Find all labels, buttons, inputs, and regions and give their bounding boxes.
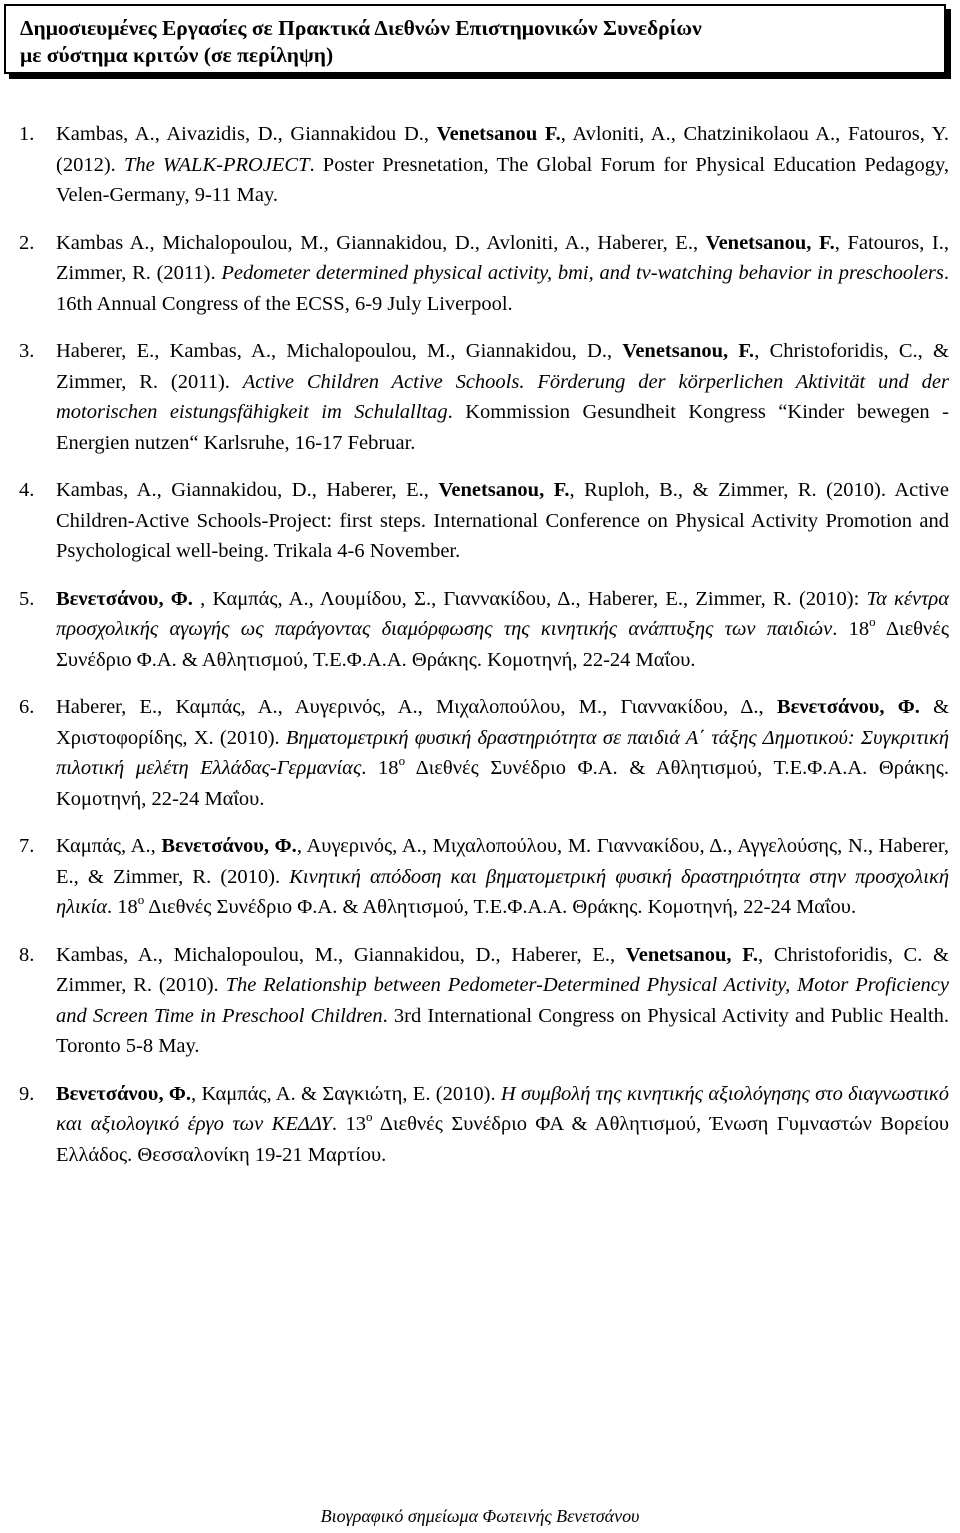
- author-highlight: Venetsanou, F.: [438, 479, 570, 501]
- citation-text: , Avloniti, A., Chatzinikolaou A., Fatouros, Y. (2012).: [56, 123, 949, 176]
- publication-citation: [56, 475, 949, 567]
- publication-entry: [0, 228, 960, 320]
- section-header-box: [4, 4, 946, 74]
- author-highlight: Venetsanou, F.: [625, 943, 759, 966]
- publication-title: The WALK-PROJECT: [123, 153, 310, 176]
- citation-text: . 18: [361, 757, 399, 779]
- citation-text: . 3rd International Congress on Physical Activity and Public Health. Toronto 5-8 May.: [56, 1004, 949, 1057]
- publication-title: Η συμβολή της κινητικής αξιολόγησης στο διαγνωστικό και αξιολογικό έργο των ΚΕΔΔΥ: [56, 1082, 950, 1135]
- citation-text: Kambas, A., Michalopoulou, M., Giannakidou, D., Haberer, E.,: [56, 943, 626, 966]
- citation-text: Haberer, E., Kambas, A., Michalopoulou, M., Giannakidou, D.,: [56, 340, 623, 362]
- author-highlight: Venetsanou, F.: [705, 231, 835, 254]
- publication-entry: [0, 475, 960, 567]
- citation-text: Διεθνές Συνέδριο Φ.Α. & Αθλητισμού, Τ.Ε.Φ.Α.Α. Θράκης. Κομοτηνή, 22-24 Μαΐου.: [56, 618, 949, 671]
- publication-citation: [56, 119, 949, 211]
- citation-text: Haberer, E., Καμπάς, Α., Αυγερινός, Α., Μιχαλοπούλου, Μ., Γιαννακίδου, Δ.,: [56, 696, 777, 718]
- publication-citation: [56, 584, 949, 676]
- citation-text: . 13: [331, 1113, 366, 1135]
- publication-entry: [0, 119, 960, 211]
- citation-text: Καμπάς, Α.,: [56, 835, 162, 857]
- publication-entry: [0, 692, 960, 814]
- author-highlight: Βενετσάνου, Φ.: [776, 696, 920, 718]
- publication-entry: [0, 336, 960, 458]
- publication-title: The Relationship between Pedometer-Determined Physical Activity, Motor Proficiency and Screen Time in Preschool Children: [56, 974, 949, 1027]
- citation-text: . 18: [832, 618, 870, 640]
- section-title: [20, 15, 934, 69]
- citation-text: . Poster Presnetation, The Global Forum for Physical Education Pedagogy, Velen-Germany, 9-11 May.: [56, 153, 949, 206]
- citation-text: Διεθνές Συνέδριο Φ.Α. & Αθλητισμού, Τ.Ε.Φ.Α.Α. Θράκης. Κομοτηνή, 22-24 Μαΐου.: [144, 896, 857, 918]
- publication-entry: [0, 1079, 960, 1171]
- publication-number: 7.: [19, 835, 35, 857]
- author-highlight: Βενετσάνου, Φ.: [56, 587, 193, 610]
- publication-number: 8.: [19, 943, 35, 966]
- publication-title: Τα κέντρα προσχολικής αγωγής ως παράγοντας διαμόρφωσης της κινητικής ανάπτυξης των παιδιών: [56, 587, 950, 640]
- page-footer: Βιογραφικό σημείωμα Φωτεινής Βενετσάνου: [320, 1506, 640, 1526]
- publication-citation: [56, 336, 949, 458]
- publication-title: Βηματομετρική φυσική δραστηριότητα σε παιδιά Α΄ τάξης Δημοτικού: Συγκριτική πιλοτική μελέτη Ελλάδας-Γερμανίας: [56, 726, 949, 779]
- publication-citation: [56, 940, 949, 1062]
- author-highlight: Venetsanou F.: [436, 123, 561, 145]
- publication-title: Active Children Active Schools. Förderung der körperlichen Aktivität und der motorischen eistungsfähigkeit im Schulalltag: [56, 370, 949, 423]
- ordinal-superscript: ο: [365, 1109, 373, 1124]
- author-highlight: Venetsanou, F.: [622, 340, 755, 362]
- publication-entry: [0, 940, 960, 1062]
- publication-list: [0, 119, 960, 1187]
- publication-number: 2.: [19, 231, 35, 254]
- publication-citation: [56, 1079, 949, 1171]
- ordinal-superscript: ο: [137, 892, 145, 907]
- publication-entry: [0, 584, 960, 676]
- publication-entry: [0, 831, 960, 923]
- publication-citation: [56, 831, 949, 923]
- publication-title: Pedometer determined physical activity, bmi, and tv-watching behavior in preschoolers: [221, 262, 944, 284]
- publication-number: 3.: [19, 340, 35, 362]
- citation-text: , Καμπάς, Α. & Σαγκιώτη, Ε. (2010).: [191, 1082, 501, 1105]
- publication-number: 4.: [19, 479, 35, 501]
- section-title-line-1: Δημοσιευμένες Εργασίες σε Πρακτικά Διεθνών Επιστημονικών Συνεδρίων: [20, 16, 702, 40]
- citation-text: Διεθνές Συνέδριο ΦΑ & Αθλητισμού, Ένωση Γυμναστών Βορείου Ελλάδος. Θεσσαλονίκη 19-21 Μαρτίου.: [56, 1113, 949, 1166]
- citation-text: Kambas, A., Giannakidou, D., Haberer, E.,: [56, 479, 439, 501]
- citation-text: , Αυγερινός, Α., Μιχαλοπούλου, Μ. Γιαννακίδου, Δ., Αγγελούσης, Ν., Haberer, E., & Zimmer, R. (2010).: [56, 835, 949, 888]
- citation-text: Kambas A., Michalopoulou, M., Giannakidou, D., Avloniti, A., Haberer, E.,: [56, 231, 706, 254]
- citation-text: . Kommission Gesundheit Kongress “Kinder bewegen - Energien nutzen“ Karlsruhe, 16-17 Februar.: [56, 401, 949, 454]
- publication-citation: [56, 228, 949, 320]
- publication-citation: [56, 692, 949, 814]
- citation-text: , Fatouros, I., Zimmer, R. (2011).: [56, 231, 950, 284]
- author-highlight: Βενετσάνου, Φ.: [161, 835, 297, 857]
- publication-number: 1.: [19, 123, 35, 145]
- publication-number: 6.: [19, 696, 35, 718]
- citation-text: , Christoforidis, C., & Zimmer, R. (2011).: [56, 340, 949, 393]
- publication-number: 9.: [19, 1082, 35, 1105]
- citation-text: . 18: [107, 896, 138, 918]
- citation-text: , Καμπάς, Α., Λουμίδου, Σ., Γιαννακίδου, Δ., Haberer, E., Zimmer, R. (2010):: [192, 587, 867, 610]
- publication-title: Κινητική απόδοση και βηματομετρική φυσική δραστηριότητα στην προσχολική ηλικία: [56, 865, 949, 918]
- citation-text: & Χριστοφορίδης, Χ. (2010).: [56, 696, 950, 749]
- ordinal-superscript: ο: [398, 753, 406, 768]
- ordinal-superscript: ο: [869, 614, 876, 629]
- citation-text: Διεθνές Συνέδριο Φ.Α. & Αθλητισμού, Τ.Ε.Φ.Α.Α. Θράκης. Κομοτηνή, 22-24 Μαΐου.: [56, 757, 949, 810]
- author-highlight: Βενετσάνου, Φ.: [56, 1082, 192, 1105]
- citation-text: , Ruploh, B., & Zimmer, R. (2010). Active Children-Active Schools-Project: first steps. International Conference on Physical Activity Promotion and Psychological well-being. Trikala 4-6 November.: [56, 479, 949, 562]
- citation-text: Kambas, A., Aivazidis, D., Giannakidou D.,: [56, 123, 437, 145]
- citation-text: . 16th Annual Congress of the ECSS, 6-9 July Liverpool.: [56, 262, 949, 315]
- section-title-line-2: με σύστημα κριτών (σε περίληψη): [20, 43, 334, 67]
- citation-text: , Christoforidis, C. & Zimmer, R. (2010).: [56, 943, 949, 996]
- publication-number: 5.: [19, 587, 35, 610]
